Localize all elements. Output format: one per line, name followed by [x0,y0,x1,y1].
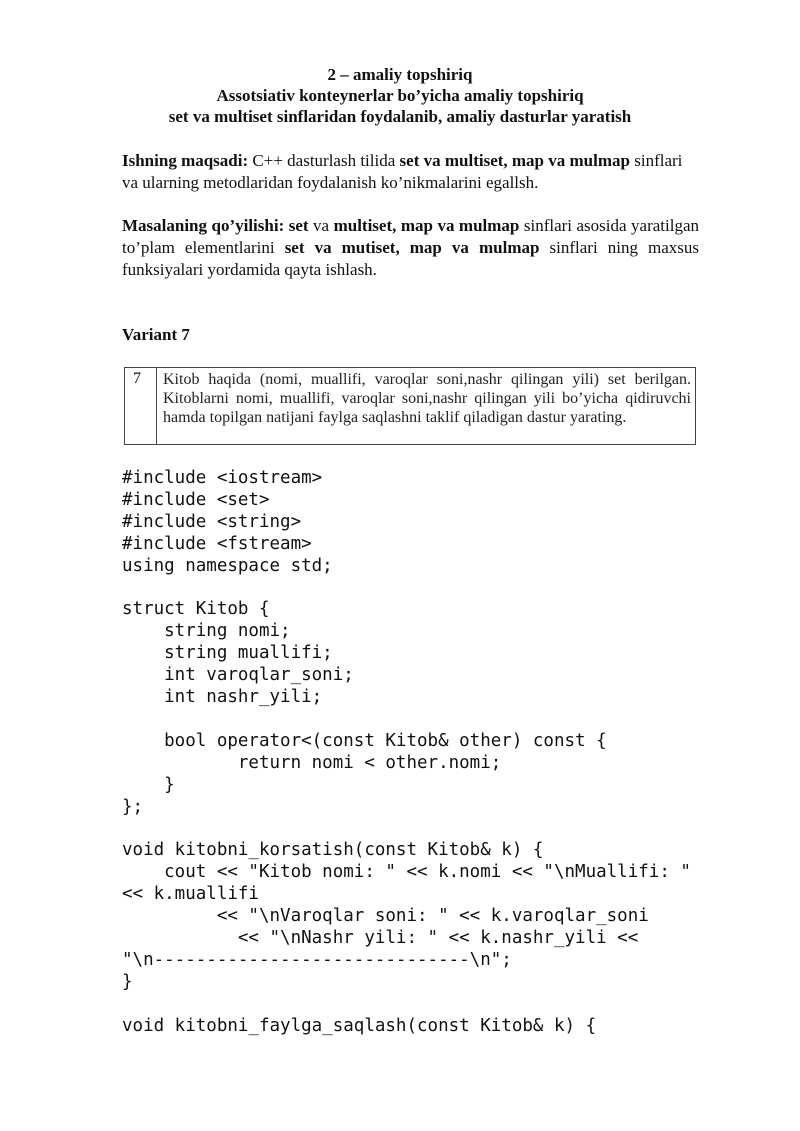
assignment-subtitle: set va multiset sinflaridan foydalanib, amaliy dasturlar yaratish [168,107,632,126]
problem-text-1: va [308,216,334,235]
problem-text-2: sinflari asosida yaratilgan to’plam elementlarini [122,216,699,257]
goal-bold-classes: set va multiset, map va mulmap [399,151,630,170]
assignment-number: 2 – amaliy topshiriq [327,65,473,84]
problem-bold-classes-2: set va mutiset, map va mulmap [284,238,540,257]
task-description: Kitob haqida (nomi, muallifi, varoqlar soni,nashr qilingan yili) set berilgan. Kitoblarni nomi, muallifi, varoqlar soni,nashr qilingan yili bo’yicha qidiruvchi hamda topilgan natijani faylga saqlashni taklif qiladigan dastur yarating. [163,371,691,426]
problem-bold-classes: multiset, map va mulmap [333,216,520,235]
problem-bold-set: set [288,216,309,235]
code-listing: #include <iostream> #include <set> #include <string> #include <fstream> using namespace std; struct Kitob { string nomi; string muallifi; int varoqlar_soni; int nashr_yili; bool operator<(const Kitob& other) const { return nomi < other.nomi; } }; void kitobni_korsatish(const Kitob& k) { cout << "Kitob nomi: " << k.nomi << "\nMuallifi: " << k.muallifi << "\nVaroqlar soni: " << k.varoqlar_soni << "\nNashr yili: " << k.nashr_yili << "\n------------------------------\n"; } void kitobni_faylga_saqlash(const Kitob& k) { [122,468,691,1036]
variant-label: Variant 7 [122,325,190,344]
goal-text: C++ dasturlash tilida [248,151,400,170]
problem-label: Masalaning qo’yilishi: [122,216,285,235]
task-number: 7 [125,368,157,444]
goal-text-end: sinflari va ularning metodlaridan foydalanish ko’nikmalarini egallsh. [122,151,683,192]
assignment-title: Assotsiativ konteynerlar bo’yicha amaliy topshiriq [216,86,584,105]
task-table [124,367,696,445]
document-header [0,64,800,127]
problem-text-3: sinflari ning maxsus funksiyalari yordamida qayta ishlash. [122,238,700,279]
goal-label: Ishning maqsadi: [122,151,249,170]
problem-paragraph [122,215,699,281]
goal-paragraph [122,150,699,194]
